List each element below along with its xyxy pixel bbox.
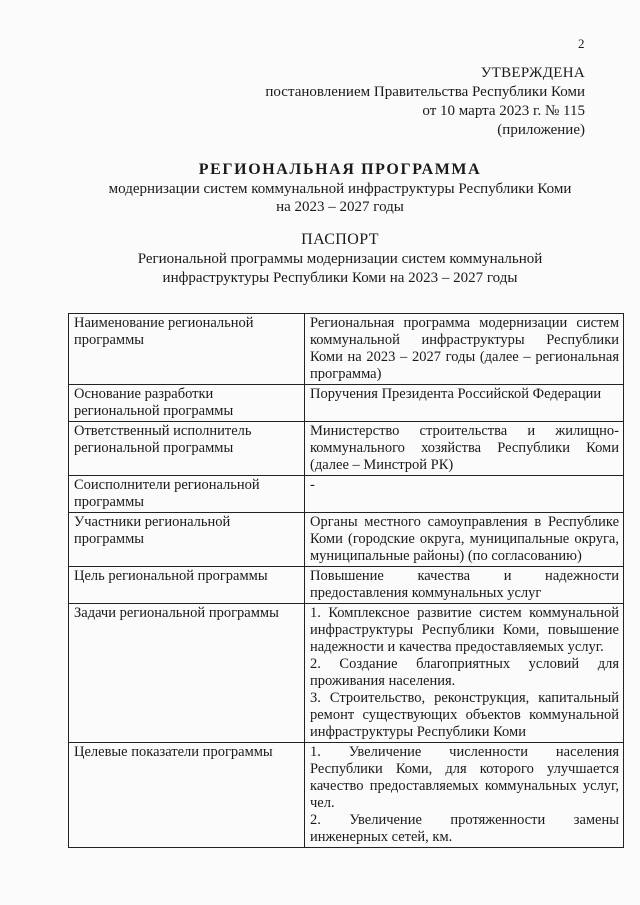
table-row [69,604,624,743]
row-value [305,476,624,513]
approval-heading: УТВЕРЖДЕНА [480,65,585,81]
passport-table [68,313,624,848]
approval-annex: (приложение) [497,122,585,138]
row-value [305,604,624,743]
row-label: Наименование региональной программы [69,314,305,385]
table-row [69,513,624,567]
row-label: Целевые показатели программы [69,743,305,848]
row-label: Основание разработки региональной программы [69,385,305,422]
row-label: Участники региональной программы [69,513,305,567]
title-subtitle: модернизации систем коммунальной инфраструктуры Республики Коми [108,181,572,197]
row-value-text: Министерство строительства и жилищно-коммунального хозяйства Республики Коми (далее – Минстрой РК) [310,423,619,473]
row-value-text: Региональная программа модернизации систем коммунальной инфраструктуры Республики Коми на 2023 – 2027 годы (далее – региональная программа) [310,315,619,382]
approval-date: от 10 марта 2023 г. № 115 [422,103,585,119]
row-value [305,422,624,476]
row-label: Соисполнители региональной программы [69,476,305,513]
approval-stamp [265,64,585,140]
row-value-text: Поручения Президента Российской Федерации [310,386,602,402]
table-row [69,476,624,513]
row-label: Задачи региональной программы [69,604,305,743]
title-years: на 2023 – 2027 годы [276,199,404,215]
row-value-text: 2. Увеличение протяженности замены инженерных сетей, км. [310,812,619,845]
row-value [305,567,624,604]
row-value-text: Органы местного самоуправления в Республике Коми (городские округа, муниципальные округа, муниципальные районы) (по согласованию) [310,514,619,564]
row-value [305,513,624,567]
row-value [305,743,624,848]
document-title [60,160,620,216]
passport-subtitle-1: Региональной программы модернизации систем коммунальной [137,251,543,267]
table-row [69,743,624,848]
title-heading: РЕГИОНАЛЬНАЯ ПРОГРАММА [198,161,482,178]
row-label: Ответственный исполнитель региональной программы [69,422,305,476]
table-row [69,385,624,422]
row-value-text: 2. Создание благоприятных условий для проживания населения. [310,656,619,689]
table-row [69,567,624,604]
row-value [305,385,624,422]
table-row [69,422,624,476]
passport-heading: ПАСПОРТ [301,231,379,248]
passport-heading-block [60,230,620,288]
row-value-text: - [310,477,315,493]
row-value-text: 3. Строительство, реконструкция, капитальный ремонт существующих объектов коммунальной инфраструктуры Республики Коми [310,690,619,740]
passport-subtitle-2: инфраструктуры Республики Коми на 2023 – 2027 годы [162,270,518,286]
table-row [69,314,624,385]
row-value-text: Повышение качества и надежности предоставления коммунальных услуг [310,568,619,601]
page-number: 2 [578,36,585,51]
row-value-text: 1. Увеличение численности населения Республики Коми, для которого улучшается качество предоставляемых коммунальных услуг, чел. [310,744,619,811]
row-label: Цель региональной программы [69,567,305,604]
approval-decree: постановлением Правительства Республики Коми [265,84,585,100]
row-value-text: 1. Комплексное развитие систем коммунальной инфраструктуры Республики Коми, повышение надежности и качества предоставляемых услуг. [310,605,619,655]
row-value [305,314,624,385]
